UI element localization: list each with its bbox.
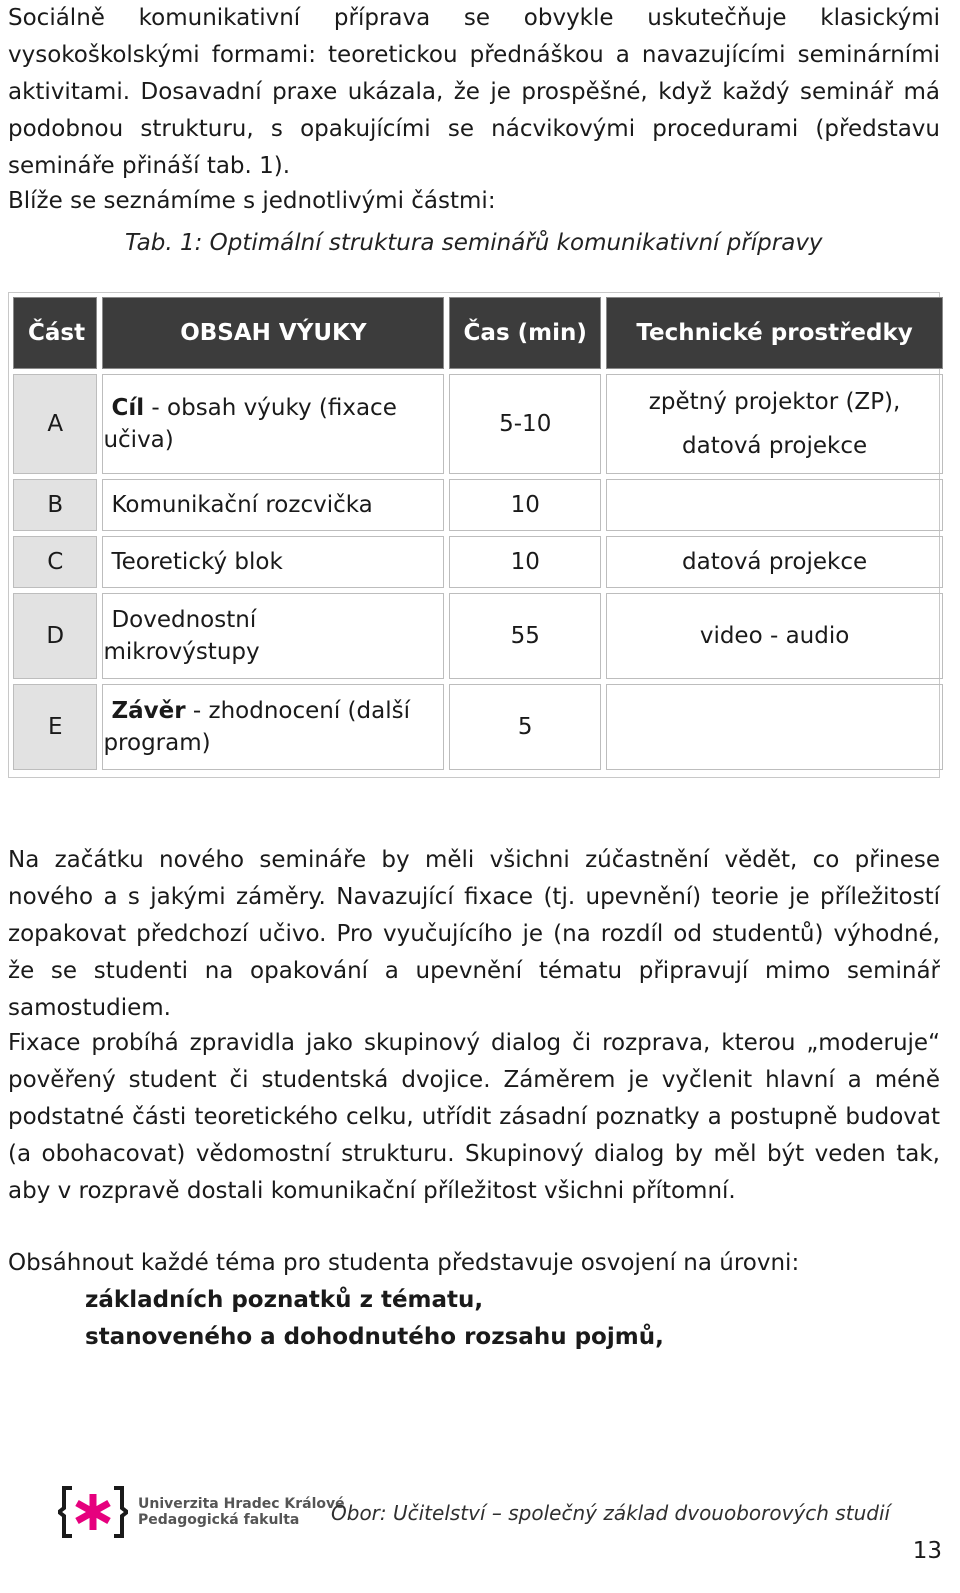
header-obsah: OBSAH VÝUKY [102, 297, 444, 369]
table-row [13, 536, 943, 588]
cell-obsah [102, 479, 444, 531]
cell-cast: D [13, 593, 97, 679]
obsah-bold: Cíl [111, 395, 145, 421]
cell-cast: A [13, 374, 97, 474]
intro-paragraph: Sociálně komunikativní příprava se obvykle uskutečňuje klasickými vysokoškolskými formami: teoretickou přednáškou a navazujícími seminárními aktivitami. Dosavadní praxe ukázala, že je prospěšné, když každý seminář má podobnou strukturu, s opakujícími se nácvikovými procedurami (představu semináře přináší tab. 1). [8, 5, 940, 179]
cell-obsah [102, 593, 444, 679]
header-tech: Technické prostředky [606, 297, 943, 369]
header-cas: Čas (min) [449, 297, 601, 369]
logo-text [138, 1496, 345, 1528]
cell-obsah [102, 536, 444, 588]
obsah-text: Teoretický blok [111, 549, 283, 575]
cell-tech [606, 479, 943, 531]
tech-line1: zpětný projektor (ZP), [648, 389, 901, 415]
cell-cas: 10 [449, 479, 601, 531]
obsah-line2: program) [103, 730, 211, 756]
cell-cas: 55 [449, 593, 601, 679]
footer-obor: Obor: Učitelství – společný základ dvouoborových studií [331, 1501, 891, 1525]
university-logo-icon [58, 1482, 128, 1542]
seminar-structure-table [8, 292, 940, 778]
lead-in: Blíže se seznámíme s jednotlivými částmi: [8, 188, 496, 214]
obsah-line2: mikrovýstupy [103, 639, 260, 665]
obsah-text: Komunikační rozcvička [111, 492, 373, 518]
table-caption: Tab. 1: Optimální struktura seminářů komunikativní přípravy [125, 230, 823, 256]
obsah-rest: - obsah výuky (fixace [144, 395, 397, 421]
page-footer [0, 1474, 960, 1593]
paragraph-2: Na začátku nového semináře by měli všichni zúčastnění vědět, co přinese nového a s jakými záměry. Navazující fixace (tj. upevnění) teorie je příležitostí zopakovat předchozí učivo. Pro vyučujícího je (na rozdíl od studentů) výhodné, že se studenti na opakování a upevnění tématu připravují mimo seminář samostudiem. [8, 847, 940, 1021]
table-row [13, 684, 943, 770]
cell-cas: 5 [449, 684, 601, 770]
cell-cas: 10 [449, 536, 601, 588]
header-cast: Část [13, 297, 97, 369]
cell-tech: datová projekce [606, 536, 943, 588]
page-number: 13 [912, 1538, 942, 1564]
bullet-item: základních poznatků z tématu, [85, 1287, 484, 1313]
cell-tech [606, 374, 943, 474]
table-row [13, 593, 943, 679]
cell-tech [606, 684, 943, 770]
obsah-line1: Dovednostní [111, 607, 257, 633]
cell-obsah [102, 374, 444, 474]
obsah-bold: Závěr [111, 698, 186, 724]
obsah-line2: učiva) [103, 427, 174, 453]
cell-obsah [102, 684, 444, 770]
table-header-row [13, 297, 943, 369]
logo-line1: Univerzita Hradec Králové [138, 1496, 345, 1512]
bullet-item: stanoveného a dohodnutého rozsahu pojmů, [85, 1324, 664, 1350]
cell-cas: 5-10 [449, 374, 601, 474]
cell-cast: B [13, 479, 97, 531]
cell-cast: E [13, 684, 97, 770]
logo-line2: Pedagogická fakulta [138, 1512, 300, 1528]
table-row [13, 374, 943, 474]
cell-tech: video - audio [606, 593, 943, 679]
paragraph-3: Fixace probíhá zpravidla jako skupinový dialog či rozprava, kterou „moderuje“ pověřený student či studentská dvojice. Záměrem je vyčlenit hlavní a méně podstatné části teoretického celku, utřídit zásadní poznatky a postupně budovat (a obohacovat) vědomostní strukturu. Skupinový dialog by měl být veden tak, aby v rozpravě dostali komunikační příležitost všichni přítomní. [8, 1030, 940, 1204]
cell-cast: C [13, 536, 97, 588]
table-row [13, 479, 943, 531]
tech-line2: datová projekce [682, 433, 868, 459]
paragraph-4: Obsáhnout každé téma pro studenta představuje osvojení na úrovni: [8, 1250, 800, 1276]
obsah-rest: - zhodnocení (další [185, 698, 410, 724]
